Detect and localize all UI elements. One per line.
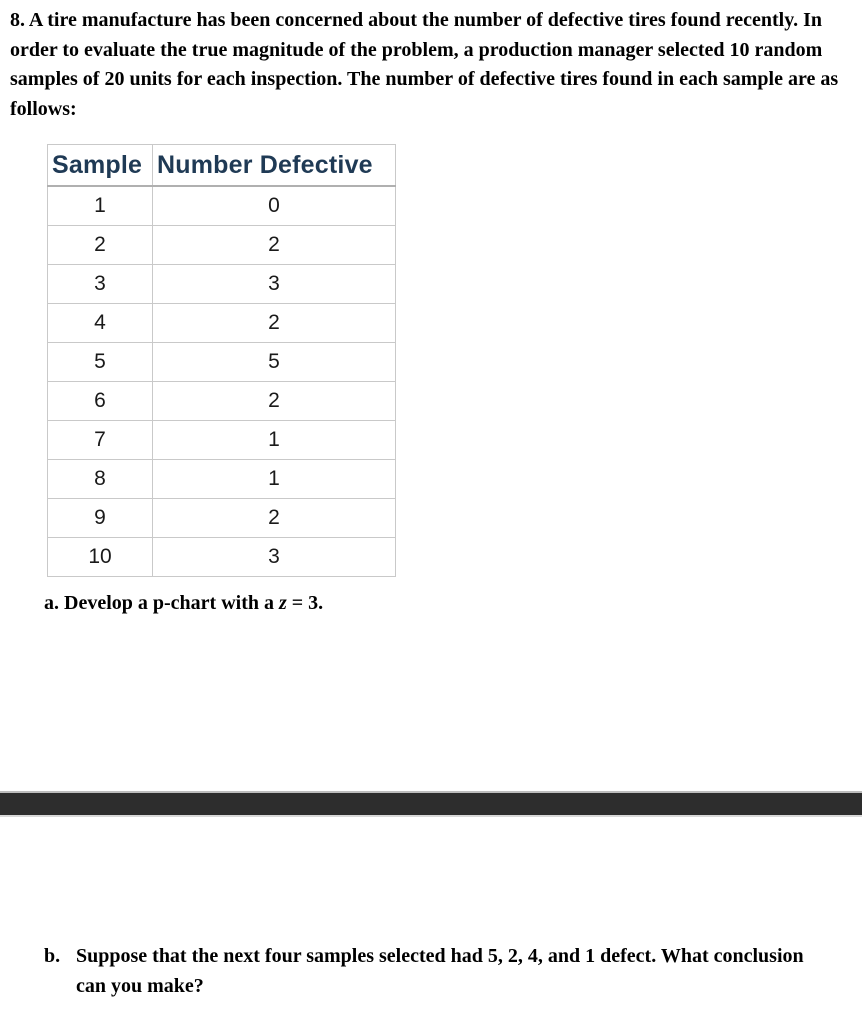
table-row [48, 343, 396, 382]
sample-cell: 3 [48, 265, 153, 304]
sample-cell: 4 [48, 304, 153, 343]
problem-statement: 8. A tire manufacture has been concerned about the number of defective tires found recently. In order to evaluate the true magnitude of the problem, a production manager selected 10 random samples of 20 units for each inspection. The number of defective tires found in each sample are as follows: [10, 9, 839, 120]
table-row [48, 382, 396, 421]
sample-cell: 6 [48, 382, 153, 421]
header-number-defective: Number Defective [153, 145, 396, 187]
defects-table [47, 144, 396, 577]
sample-cell: 10 [48, 538, 153, 577]
sample-cell: 5 [48, 343, 153, 382]
defective-cell: 1 [153, 421, 396, 460]
table-row [48, 226, 396, 265]
sample-cell: 8 [48, 460, 153, 499]
section-divider-bar [0, 791, 862, 817]
defective-cell: 2 [153, 226, 396, 265]
question-part-a [44, 592, 323, 615]
table-row [48, 538, 396, 577]
table-row [48, 499, 396, 538]
question-part-b [44, 941, 834, 1001]
table-row [48, 265, 396, 304]
part-a-variable: z [278, 592, 287, 614]
defective-cell: 3 [153, 265, 396, 304]
header-sample: Sample [48, 145, 153, 187]
part-b-letter: b. [44, 945, 61, 967]
sample-cell: 7 [48, 421, 153, 460]
sample-cell: 2 [48, 226, 153, 265]
defective-cell: 3 [153, 538, 396, 577]
part-a-prefix: a. Develop a p-chart with a [44, 592, 279, 614]
table-row [48, 421, 396, 460]
table-row [48, 186, 396, 226]
defective-cell: 2 [153, 382, 396, 421]
table-row [48, 304, 396, 343]
defective-cell: 0 [153, 186, 396, 226]
defects-table-container [47, 144, 396, 577]
defective-cell: 5 [153, 343, 396, 382]
part-b-text: Suppose that the next four samples selected had 5, 2, 4, and 1 defect. What conclusion can you make? [76, 945, 804, 997]
defective-cell: 2 [153, 499, 396, 538]
table-row [48, 460, 396, 499]
sample-cell: 1 [48, 186, 153, 226]
table-header-row [48, 145, 396, 187]
part-a-suffix: = 3. [286, 592, 324, 614]
defective-cell: 1 [153, 460, 396, 499]
sample-cell: 9 [48, 499, 153, 538]
defective-cell: 2 [153, 304, 396, 343]
